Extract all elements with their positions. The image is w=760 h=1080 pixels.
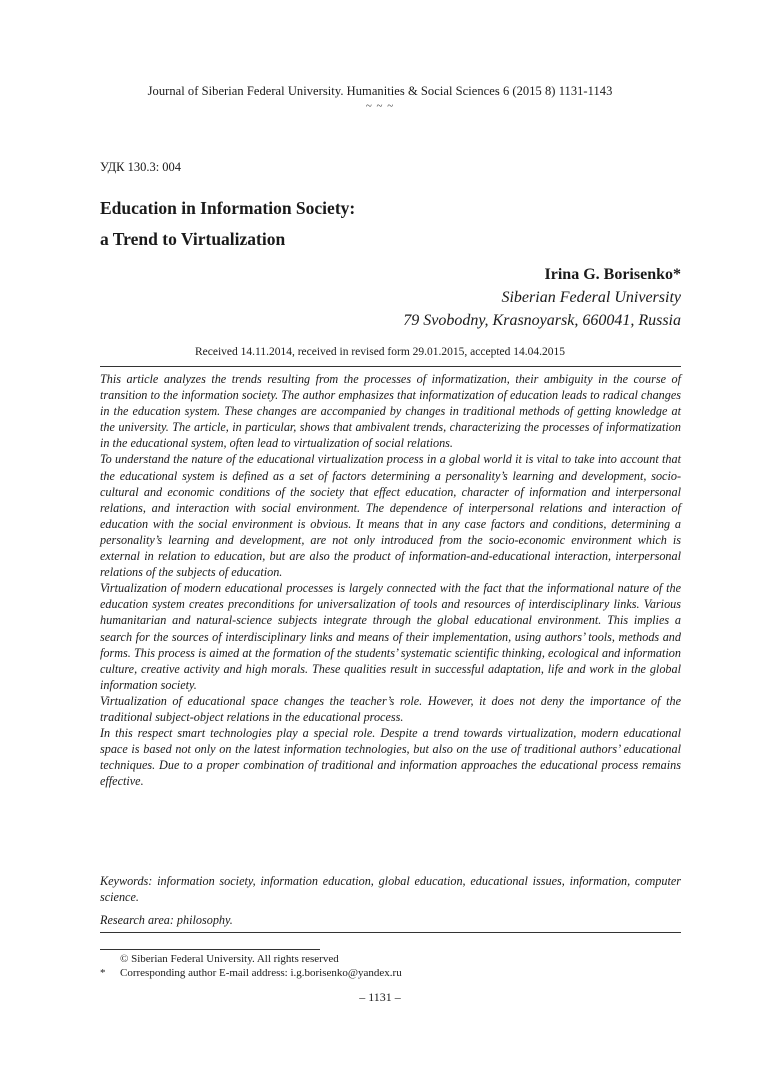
copyright-text: © Siberian Federal University. All rights reserved: [120, 953, 339, 965]
abstract-top-rule: [100, 366, 681, 367]
author-name: Irina G. Borisenko*: [544, 266, 681, 283]
abstract-paragraph: To understand the nature of the educational virtualization process in a global world it is vital to take into account that the educational system is defined as a set of factors determining a personality’s learning and development, socio-cultural and economic conditions of the society that effect education, character of information and interpersonal relations, and interaction with social environment. The dependence of interpersonal relations and interaction of education with the social environment is obvious. It means that in any case factors and conditions, determining a personality’s learning and development, are not only introduced from the socio-economic environment which is external in relation to education, but are also the product of information-and-educational interaction, interpersonal relations of the subjects of education.: [100, 452, 681, 580]
page-number: – 1131 –: [359, 990, 401, 1004]
abstract-paragraph: Virtualization of educational space changes the teacher’s role. However, it does not deny the importance of the traditional subject-object relations in the educational process.: [100, 693, 681, 724]
footnote-mark: *: [100, 967, 106, 979]
received-dates: Received 14.11.2014, received in revised form 29.01.2015, accepted 14.04.2015: [194, 346, 566, 358]
keywords: Keywords: information society, information education, global education, educational issues, information, computer science.: [100, 874, 681, 905]
title-line-1: Education in Information Society:: [100, 198, 356, 218]
journal-header: Journal of Siberian Federal University. Humanities & Social Sciences 6 (2015 8) 1131-1143: [147, 84, 613, 98]
abstract: [100, 371, 681, 789]
author-address: 79 Svobodny, Krasnoyarsk, 660041, Russia: [403, 312, 681, 329]
footnote-rule: [100, 949, 320, 950]
udk-code: УДК 130.3: 004: [100, 160, 182, 174]
article-title: [100, 193, 660, 255]
corresponding-email: Corresponding author E-mail address: i.g.borisenko@yandex.ru: [120, 967, 402, 979]
abstract-paragraph: In this respect smart technologies play a special role. Despite a trend towards virtualization, modern educational space is based not only on the latest information technologies, but also on the use of traditional authors’ educational techniques. Due to a proper combination of traditional and information approaches the educational process remains effective.: [100, 726, 681, 789]
header-ornament: ~ ~ ~: [365, 100, 395, 112]
abstract-bottom-rule: [100, 932, 681, 933]
title-line-2: a Trend to Virtualization: [100, 229, 286, 249]
author-block: [403, 263, 681, 332]
research-area: Research area: philosophy.: [100, 913, 233, 927]
abstract-paragraph: This article analyzes the trends resulting from the processes of informatization, their ambiguity in the course of transition to the information society. The author emphasizes that informatization of education leads to radical changes in the education system. These changes are accompanied by changes in traditional methods of getting knowledge at the university. The article, in particular, shows that ambivalent trends, characterizing the processes of informatization in the educational system, often lead to virtualization of social relations.: [100, 372, 681, 451]
footnote-corresponding: [100, 966, 402, 980]
abstract-paragraph: Virtualization of modern educational processes is largely connected with the fact that the informational nature of the education system creates preconditions for universalization of tools and resources of interdisciplinary links. Various humanitarian and natural-science subjects integrate through the global educational environment. This implies a search for the sources of interdisciplinary links and means of their implementation, using authors’ tools, methods and forms. This process is aimed at the formation of the students’ systematic scientific thinking, ecological and information culture, creative activity and high morals. These qualities result in successful adaptation, life and work in the global information society.: [100, 581, 681, 692]
author-affiliation: Siberian Federal University: [501, 289, 681, 306]
footnote-copyright: [100, 952, 339, 966]
